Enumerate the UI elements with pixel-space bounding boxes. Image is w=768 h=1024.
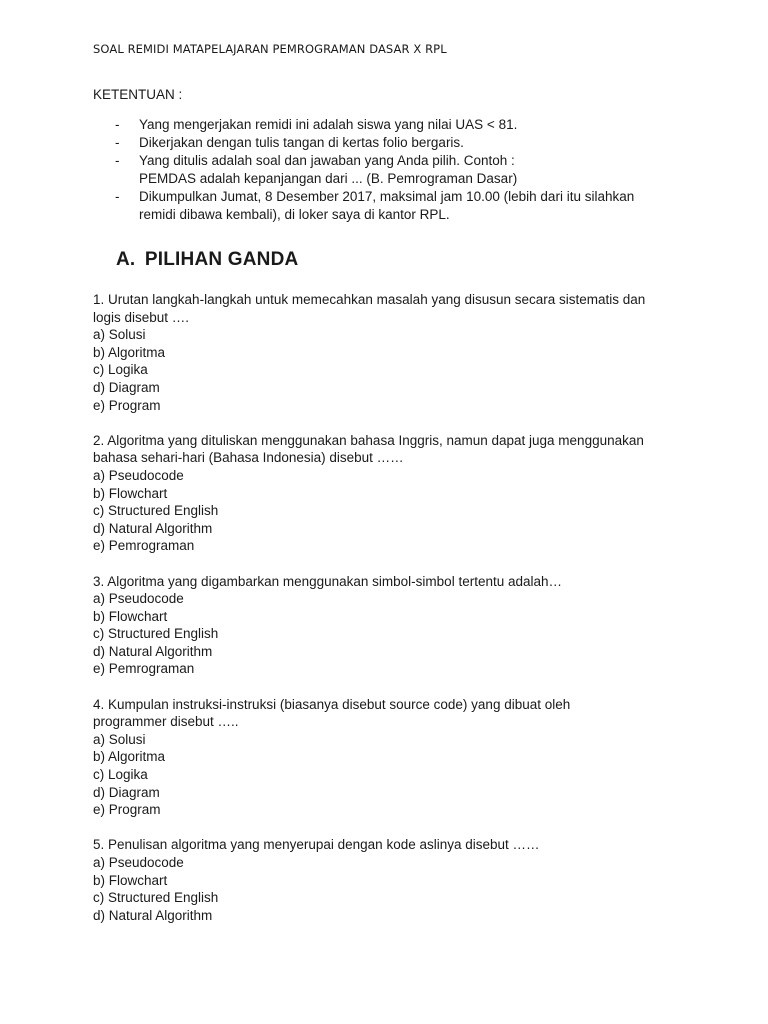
rule-text-line: Dikerjakan dengan tulis tangan di kertas folio bergaris. [139, 134, 464, 150]
ketentuan-title: KETENTUAN : [93, 87, 183, 102]
question-text-line: 2. Algoritma yang dituliskan menggunakan bahasa Inggris, namun dapat juga menggunakan [93, 432, 644, 448]
answer-option: c) Structured English [93, 626, 219, 642]
rule-text-line: Yang ditulis adalah soal dan jawaban yang Anda pilih. Contoh : [139, 152, 515, 168]
question-item [93, 432, 693, 555]
answer-option: a) Pseudocode [93, 591, 184, 607]
rules-list [113, 116, 683, 223]
rule-text-line: PEMDAS adalah kepanjangan dari ... (B. Pemrograman Dasar) [139, 170, 518, 186]
answer-option: a) Solusi [93, 731, 146, 747]
answer-option: b) Flowchart [93, 485, 168, 501]
rule-text-line: Yang mengerjakan remidi ini adalah siswa yang nilai UAS < 81. [139, 117, 518, 132]
question-item [93, 696, 693, 819]
section-label: PILIHAN GANDA [144, 249, 299, 270]
answer-option: c) Logika [93, 362, 148, 378]
answer-option: d) Natural Algorithm [93, 520, 213, 536]
rule-item [113, 116, 683, 134]
answer-options [93, 326, 693, 414]
question-text-line: logis disebut …. [93, 309, 190, 325]
rule-text-line: remidi dibawa kembali), di loker saya di kantor RPL. [139, 206, 450, 222]
answer-option: a) Pseudocode [93, 467, 184, 483]
answer-options [93, 731, 693, 819]
answer-option: b) Flowchart [93, 872, 168, 888]
rule-dash: - [115, 134, 120, 150]
question-text-line: 5. Penulisan algoritma yang menyerupai dengan kode aslinya disebut …… [93, 837, 540, 853]
answer-option: e) Pemrograman [93, 538, 195, 554]
section-number: A. [116, 249, 136, 270]
rule-dash: - [115, 188, 120, 204]
answer-option: a) Pseudocode [93, 855, 184, 870]
question-item [93, 573, 693, 679]
answer-option: e) Pemrograman [93, 661, 195, 677]
answer-option: a) Solusi [93, 327, 146, 343]
answer-option: c) Logika [93, 767, 148, 783]
rule-item [113, 134, 683, 152]
question-item [93, 291, 693, 414]
answer-option: b) Algoritma [93, 344, 166, 360]
page-header: SOAL REMIDI MATAPELAJARAN PEMROGRAMAN DASAR X RPL [93, 42, 447, 56]
question-text-line: 4. Kumpulan instruksi-instruksi (biasanya disebut source code) yang dibuat oleh [93, 696, 571, 712]
answer-option: c) Structured English [93, 503, 219, 519]
answer-option: e) Program [93, 802, 161, 818]
answer-option: b) Algoritma [93, 749, 166, 765]
answer-option: d) Natural Algorithm [93, 643, 213, 659]
section-title [116, 249, 298, 271]
answer-options [93, 854, 693, 924]
rule-item [113, 152, 683, 188]
answer-options [93, 467, 693, 555]
question-text-line: programmer disebut ….. [93, 714, 239, 730]
answer-option: b) Flowchart [93, 608, 168, 624]
question-text-line: 1. Urutan langkah-langkah untuk memecahkan masalah yang disusun secara sistematis dan [93, 292, 646, 307]
answer-option: e) Program [93, 397, 161, 413]
question-text-line: bahasa sehari-hari (Bahasa Indonesia) disebut …… [93, 450, 404, 466]
question-text-line: 3. Algoritma yang digambarkan menggunakan simbol-simbol tertentu adalah… [93, 573, 563, 589]
rule-text-line: Dikumpulkan Jumat, 8 Desember 2017, maksimal jam 10.00 (lebih dari itu silahkan [139, 188, 635, 204]
answer-options [93, 590, 693, 678]
question-item [93, 836, 693, 924]
rule-dash: - [115, 152, 120, 168]
answer-option: c) Structured English [93, 890, 219, 906]
answer-option: d) Diagram [93, 379, 160, 395]
rule-item [113, 188, 683, 224]
rule-dash: - [115, 117, 120, 132]
questions-list [93, 291, 693, 942]
answer-option: d) Natural Algorithm [93, 907, 213, 923]
answer-option: d) Diagram [93, 784, 160, 800]
